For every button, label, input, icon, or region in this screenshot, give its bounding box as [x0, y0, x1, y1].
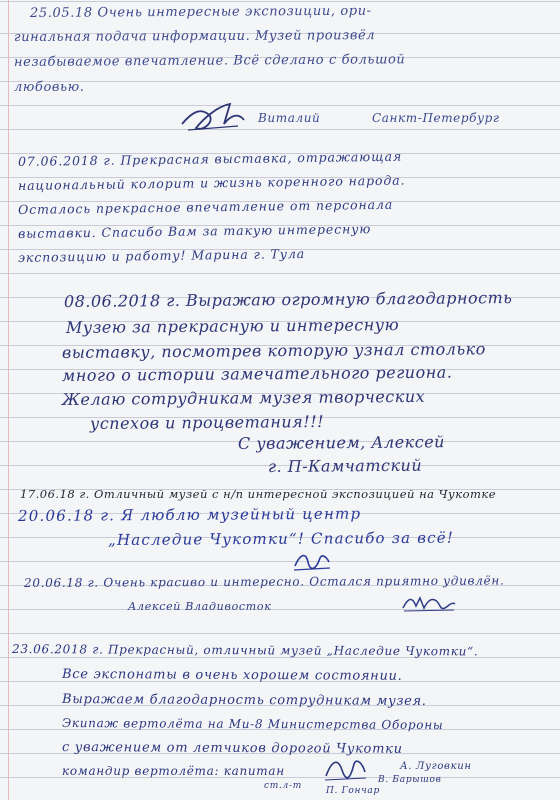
handwritten-signature — [400, 592, 458, 616]
entry-line: 25.05.18 Очень интересные экспозиции, ори- — [29, 3, 372, 21]
entry-line: Все экспонаты в очень хорошем состоянии. — [61, 667, 403, 684]
entry-line: Желаю сотрудникам музея творческих — [61, 386, 426, 409]
entry-line: выставку, посмотрев которую узнал столько — [61, 339, 486, 362]
entry-line: „Наследие Чукотки“! Спасибо за всё! — [107, 528, 455, 549]
entry-line: 07.06.2018 г. Прекрасная выставка, отражающая — [17, 148, 403, 169]
handwritten-signature — [292, 548, 332, 574]
entry-line: 20.06.18 г. Очень красиво и интересно. Остался приятно удивлён. — [23, 573, 505, 590]
entry-line: 08.06.2018 г. Выражаю огромную благодарность — [63, 288, 513, 311]
entry-line: С уважением, Алексей — [237, 432, 446, 453]
signature-city: Санкт-Петербург — [372, 111, 500, 125]
signature-name: П. Гончар — [326, 786, 380, 796]
entry-line: национальный колорит и жизнь коренного народа. — [17, 172, 406, 193]
entry-line: командир вертолёта: капитан — [62, 764, 285, 778]
entry-line: успехов и процветания!!! — [89, 411, 325, 433]
entry-line: Экипаж вертолёта на Ми-8 Министерства Обороны — [61, 716, 444, 732]
signature-name: В. Барышов — [378, 775, 442, 785]
entry-line: Алексей Владивосток — [128, 600, 272, 613]
entry-line: Выражаем благодарность сотрудникам музея. — [61, 692, 427, 709]
entry-line: 20.06.18 г. Я люблю музейный центр — [17, 504, 362, 525]
page-margin — [8, 0, 9, 800]
entry-line: незабываемое впечатление. Всё сделано с большой — [13, 52, 406, 70]
entry-line: 17.06.18 г. Отличный музей с н/п интересной экспозицией на Чукотке — [20, 487, 497, 501]
entry-line: г. П-Камчатский — [267, 455, 423, 476]
entry-line: гинальная подача информации. Музей произвёл — [13, 28, 376, 45]
entry-line: экспозицию и работу! Марина г. Тула — [17, 245, 306, 265]
entry-line: выставки. Спасибо Вам за такую интересную — [17, 221, 372, 241]
entry-line: с уважением от летчиков дорогой Чукотки — [61, 740, 403, 757]
entry-line: ст.л-т — [264, 781, 302, 791]
entry-line: много о истории замечательного региона. — [61, 362, 453, 385]
handwritten-signature — [322, 754, 368, 784]
entry-line: Музею за прекрасную и интересную — [65, 315, 400, 337]
signature-name: Виталий — [258, 111, 321, 125]
entry-line: 23.06.2018 г. Прекрасный, отличный музей „Наследие Чукотки“. — [11, 642, 479, 659]
signature-name: А. Луговкин — [400, 761, 472, 772]
entry-line: Осталось прекрасное впечатление от персонала — [17, 196, 394, 217]
entry-line: любовью. — [14, 80, 85, 95]
handwritten-signature — [178, 98, 248, 138]
